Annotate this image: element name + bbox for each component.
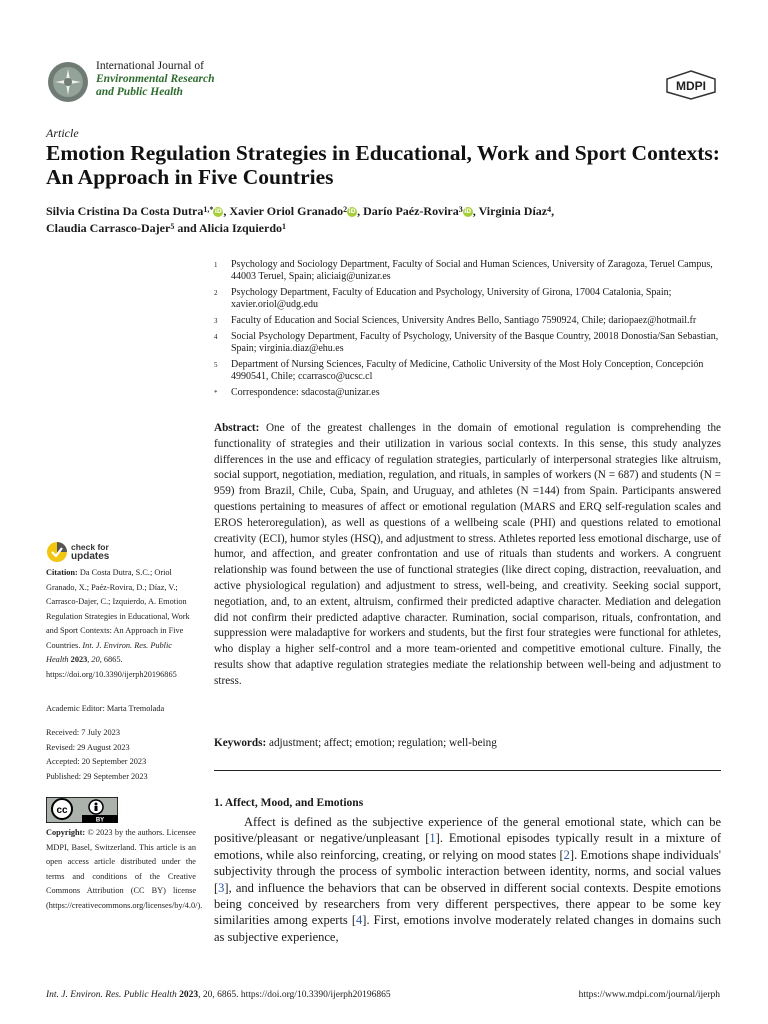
body-text-4: , and influence the behaviors that can be observed in different social contexts. Despite emotions being conceived by researchers from very different perspectives, there appear to be some key similarities among experts — [214, 880, 721, 928]
mdpi-logo-icon — [665, 70, 717, 100]
affiliation-number: 1 — [214, 261, 218, 269]
affiliation-text: Department of Nursing Sciences, Faculty of Medicine, Catholic University of the Most Holy Conception, Concepción 4990541, Chile; ccarrasco@ucsc.cl — [231, 359, 704, 382]
abstract-label: Abstract: — [214, 422, 260, 434]
author-affiliation-sup: 1,* — [203, 205, 214, 214]
author-name: Claudia Carrasco-Dajer — [46, 221, 171, 235]
keywords-label: Keywords: — [214, 737, 267, 749]
check-updates-line2: updates — [71, 551, 110, 562]
author-affiliation-sup: 3 — [458, 205, 463, 214]
body-text-5: . First, emotions involve moderately related changes in domains such as subjective experience, — [214, 913, 721, 944]
affiliation-item — [214, 315, 724, 327]
author-separator: , — [357, 204, 364, 218]
publication-date: Accepted: 20 September 2023 — [46, 757, 147, 766]
body-text-3: . Emotions shape individuals' subjectivity through the process of symbolic interaction between identity, norms, and social values — [214, 847, 721, 879]
author-separator: and — [174, 221, 199, 235]
journal-name-line1: International Journal of — [96, 60, 204, 72]
divider — [214, 770, 721, 771]
citation-ref-1[interactable]: 1 — [429, 831, 436, 846]
journal-logo-icon — [46, 60, 90, 104]
footer-journal: Int. J. Environ. Res. Public Health — [46, 990, 177, 1000]
footer-journal-url[interactable]: https://www.mdpi.com/journal/ijerph — [578, 990, 720, 1000]
affiliation-item — [214, 259, 724, 283]
publication-date: Published: 29 September 2023 — [46, 771, 148, 781]
journal-name-line3: and Public Health — [96, 86, 183, 98]
affiliation-number: 4 — [214, 333, 218, 341]
academic-editor: Academic Editor: Marta Tremolada — [46, 704, 165, 713]
cc-by-license-icon[interactable] — [46, 797, 118, 823]
citation-label: Citation: — [46, 568, 78, 577]
affiliation-number: 3 — [214, 317, 218, 325]
keywords — [214, 737, 721, 749]
author-separator: , — [472, 204, 479, 218]
author-name: Xavier Oriol Granado — [229, 204, 344, 218]
section-body-paragraph: Affect is defined as the subjective experience of the general emotional state, which can be positive/pleasant or negative/unpleasant [1]. Emotional episodes typically result in a mixture of emotions, while also reinforcing, creating, or relying on mood states [2]. Emotions shape individuals' subjectivity through the process of symbolic interaction between identity, norms, and social values [3], and influence the behaviors that can be observed in different social contexts. Despite emotions being conceived by researchers from very different perspectives, there appear to be some key similarities among experts [4]. First, emotions involve moderately related changes in domains such as subjective experience, — [214, 815, 721, 944]
keywords-text: adjustment; affect; emotion; regulation; well-being — [269, 737, 497, 749]
journal-name-line2: Environmental Research — [96, 73, 215, 85]
copyright-text: © 2023 by the authors. Licensee MDPI, Basel, Switzerland. This article is an open access article distributed under the terms and conditions of the Creative Commons Attribution (CC BY) license (https://creativecommons.org/licenses/by/4.0/). — [46, 828, 203, 910]
citation-text: Da Costa Dutra, S.C.; Oriol Granado, X.; Paéz-Rovira, D.; Díaz, V.; Carrasco-Dajer, C.; Izquierdo, A. Emotion Regulation Strategies in Educational, Work and Sport Contexts: An Approach in Five Countries. — [46, 568, 190, 650]
author-affiliation-sup: 1 — [282, 222, 286, 231]
author-separator: , — [223, 204, 230, 218]
affiliation-text: Psychology Department, Faculty of Education and Psychology, University of Girona, 17004 Catalonia, Spain; xavier.oriol@udg.edu — [231, 287, 672, 310]
check-for-updates-button[interactable] — [46, 541, 136, 563]
affiliation-number: * — [214, 389, 218, 397]
citation-ref-3[interactable]: 3 — [218, 880, 225, 895]
svg-text:BY: BY — [95, 817, 105, 823]
orcid-icon[interactable]: iD — [348, 208, 356, 216]
author-affiliation-sup: 4 — [547, 205, 552, 214]
orcid-icon[interactable]: iD — [464, 208, 472, 216]
check-updates-line1: check for — [71, 542, 109, 552]
author-name: Darío Paéz-Rovira — [363, 204, 459, 218]
author-list — [46, 203, 726, 237]
affiliations — [214, 259, 724, 403]
author-separator: , — [551, 204, 555, 218]
citation-ref-4[interactable]: 4 — [356, 913, 363, 928]
copyright-label: Copyright: — [46, 828, 86, 837]
affiliation-text: Correspondence: sdacosta@unizar.es — [231, 387, 380, 398]
footer-doi[interactable]: , 20, 6865. https://doi.org/10.3390/ijerph20196865 — [198, 990, 391, 1000]
citation-ref-2[interactable]: 2 — [563, 847, 570, 862]
footer-citation — [46, 990, 391, 1000]
citation-journal: Int. J. Environ. Res. Public Health — [46, 640, 172, 664]
abstract — [214, 421, 721, 690]
affiliation-text: Faculty of Education and Social Sciences, University Andres Bello, Santiago 7590924, Chile; dariopaez@hotmail.fr — [231, 315, 697, 326]
orcid-icon[interactable]: iD — [214, 208, 222, 216]
body-text-1: Affect is defined as the subjective experience of the general emotional state, which can be positive/pleasant or negative/unpleasant — [214, 815, 721, 846]
article-type: Article — [46, 126, 79, 140]
publication-date: Received: 7 July 2023 — [46, 728, 120, 737]
author-name: Virginia Díaz — [478, 204, 548, 218]
author-affiliation-sup: 2 — [343, 205, 348, 214]
affiliation-number: 2 — [214, 289, 218, 297]
section-heading: 1. Affect, Mood, and Emotions — [214, 797, 364, 809]
svg-text:cc: cc — [56, 805, 68, 816]
citation-doi[interactable]: , 6865. https://doi.org/10.3390/ijerph20196865 — [46, 655, 177, 679]
citation-block: Citation: Da Costa Dutra, S.C.; Oriol Granado, X.; Paéz-Rovira, D.; Díaz, V.; Carrasco-Dajer, C.; Izquierdo, A. Emotion Regulation Strategies in Educational, Work and Sport Contexts: An Approach in Five Countries. Int. J. Environ. Res. Public Health 2023, 20, 6865. https://doi.org/10.3390/ijerph20196865 — [46, 568, 190, 679]
affiliation-text: Social Psychology Department, Faculty of Psychology, University of the Basque Country, 20018 Donostia/San Sebastian, Spain; virginia.diaz@ehu.es — [231, 331, 719, 354]
journal-name — [96, 60, 215, 99]
affiliation-item — [214, 331, 724, 355]
publication-date: Revised: 29 August 2023 — [46, 742, 130, 752]
check-updates-icon — [46, 541, 68, 563]
author-affiliation-sup: 5 — [170, 222, 175, 231]
abstract-text: One of the greatest challenges in the domain of emotional regulation is comprehending the functionality of strategies and their utilization in various social contexts. In this sense, this study analyzes differences in the use and efficacy of regulation strategies, particularly of interpersonal strategies like altruism, social support, negotiation, mediation, regulation, and rituals, in samples of workers (N = 687) and students (N = 959) from Brazil, Chile, Cuba, Spain, and Uruguay, and athletes (N =144) from Spain. Participants answered questions pertaining to measures of affect or emotional regulation (MARS and ERQ self-regulation scales and EROS heteroregulation), as well as questions of a wellbeing scale (PHI) and questions related to emotional creativity (ECI), humor styles (HSQ), and adjustment to stress. Athletes reported less emotional discharge, use of humor, and affection, and greater confrontation and use of rituals than students and workers. A congruent relationship was found between the use of functional strategies (like direct coping, distraction, reevaluation, and active physiological regulation) and adjustment to stress, well-being, and creativity. Seeking social support, negotiation, and, to an extent, altruism, confirmed their predicted adaptive character. Mediation and delegation did not confirm their predicted adaptive character. Rumination, social comparison, rituals, confrontation, and suppression were maladaptive for workers and students, but the first four strategies were functional for athletes, who display a higher self-control and a more team-oriented and competitive emotional culture. Finally, the results show that adaptive regulation strategies mediate the relationship between well-being and adjustment to stress. — [214, 422, 722, 687]
affiliation-item — [214, 359, 724, 383]
body-text-2: . Emotional episodes typically result in a mixture of emotions, while also reinforcing, creating, or relying on mood states — [214, 831, 721, 862]
affiliation-number: 5 — [214, 361, 218, 369]
article-title: Emotion Regulation Strategies in Educational, Work and Sport Contexts: An Approach in Five Countries — [46, 141, 720, 189]
affiliation-item — [214, 287, 724, 311]
author-name: Silvia Cristina Da Costa Dutra — [46, 204, 204, 218]
citation-year: 2023 — [70, 655, 88, 664]
author-name: Alicia Izquierdo — [199, 221, 282, 235]
affiliation-item — [214, 387, 724, 399]
mdpi-logo-text: MDPI — [676, 79, 706, 93]
publication-dates — [46, 726, 196, 784]
citation-volume: 20 — [91, 655, 100, 664]
footer-year: 2023 — [179, 990, 199, 1000]
copyright-block — [46, 826, 203, 913]
affiliation-text: Psychology and Sociology Department, Faculty of Social and Human Sciences, University of Zaragoza, Teruel Campus, 44003 Teruel, Spain; aliciaig@unizar.es — [231, 259, 713, 282]
